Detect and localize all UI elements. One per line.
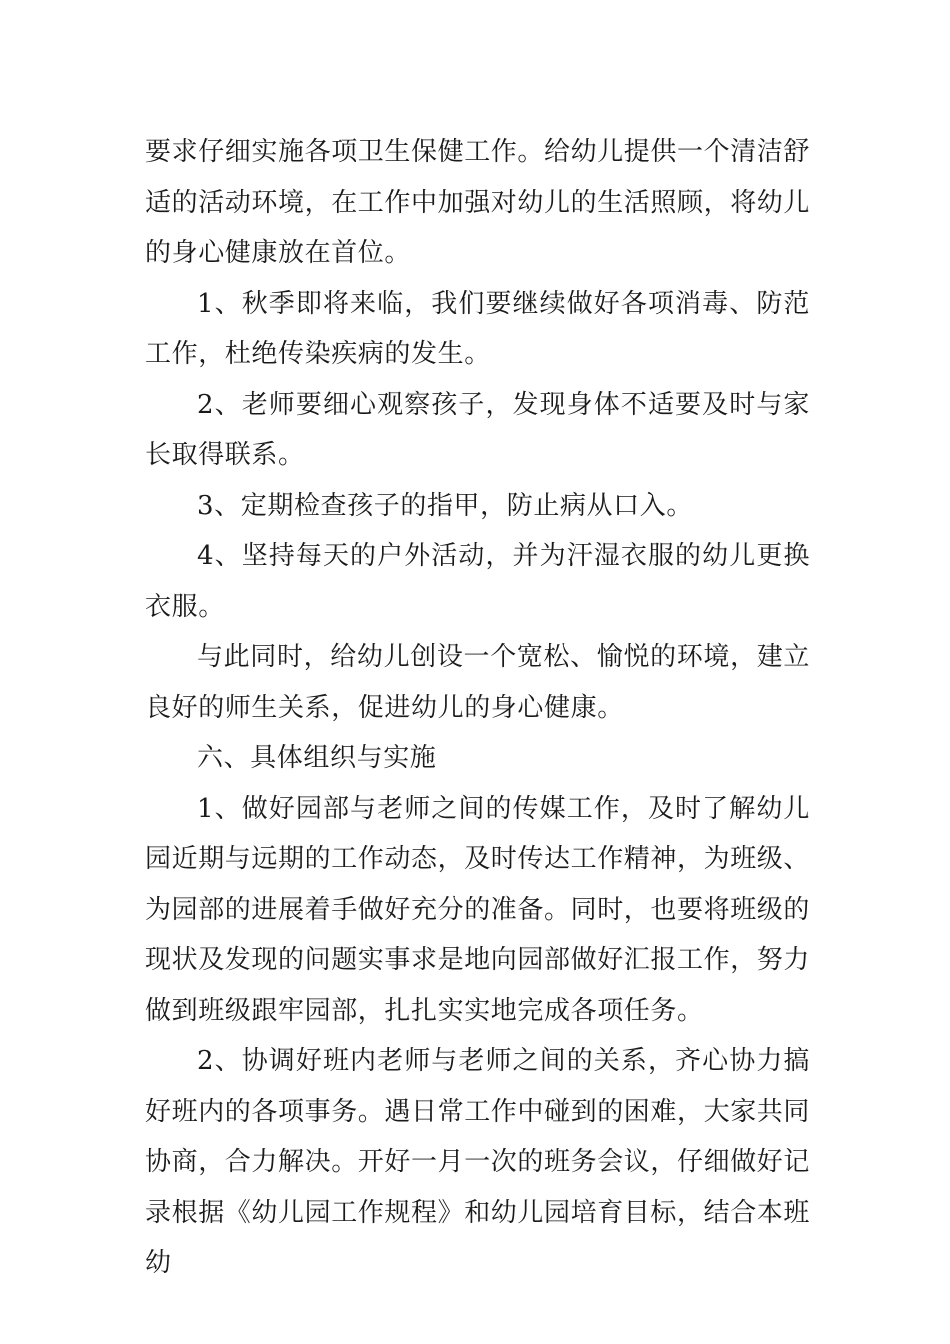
paragraph-item-1-disinfection: 1、秋季即将来临，我们要继续做好各项消毒、防范工作，杜绝传染疾病的发生。 bbox=[145, 288, 810, 369]
paragraph-environment: 与此同时，给幼儿创设一个宽松、愉悦的环境，建立良好的师生关系，促进幼儿的身心健康。 bbox=[145, 642, 810, 723]
section-heading-implementation: 六、具体组织与实施 bbox=[197, 743, 437, 773]
paragraph-health-care-intro: 要求仔细实施各项卫生保健工作。给幼儿提供一个清洁舒适的活动环境，在工作中加强对幼儿的生活照顾，将幼儿的身心健康放在首位。 bbox=[145, 137, 811, 268]
paragraph-impl-item-1: 1、做好园部与老师之间的传媒工作，及时了解幼儿园近期与远期的工作动态，及时传达工作精神，为班级、为园部的进展着手做好充分的准备。同时，也要将班级的现状及发现的问题实事求是地向园部做好汇报工作，努力做到班级跟牢园部，扎扎实实地完成各项任务。 bbox=[145, 793, 811, 1026]
paragraph-item-3-nails: 3、定期检查孩子的指甲，防止病从口入。 bbox=[197, 490, 693, 521]
paragraph-item-2-observation: 2、老师要细心观察孩子，发现身体不适要及时与家长取得联系。 bbox=[145, 389, 810, 470]
paragraph-impl-item-2: 2、协调好班内老师与老师之间的关系，齐心协力搞好班内的各项事务。遇日常工作中碰到的困难，大家共同协商，合力解决。开好一月一次的班务会议，仔细做好记录根据《幼儿园工作规程》和幼儿园培育目标，结合本班幼 bbox=[145, 1046, 811, 1278]
paragraph-item-4-outdoor: 4、坚持每天的户外活动，并为汗湿衣服的幼儿更换衣服。 bbox=[145, 541, 810, 622]
document-body bbox=[145, 127, 810, 1289]
